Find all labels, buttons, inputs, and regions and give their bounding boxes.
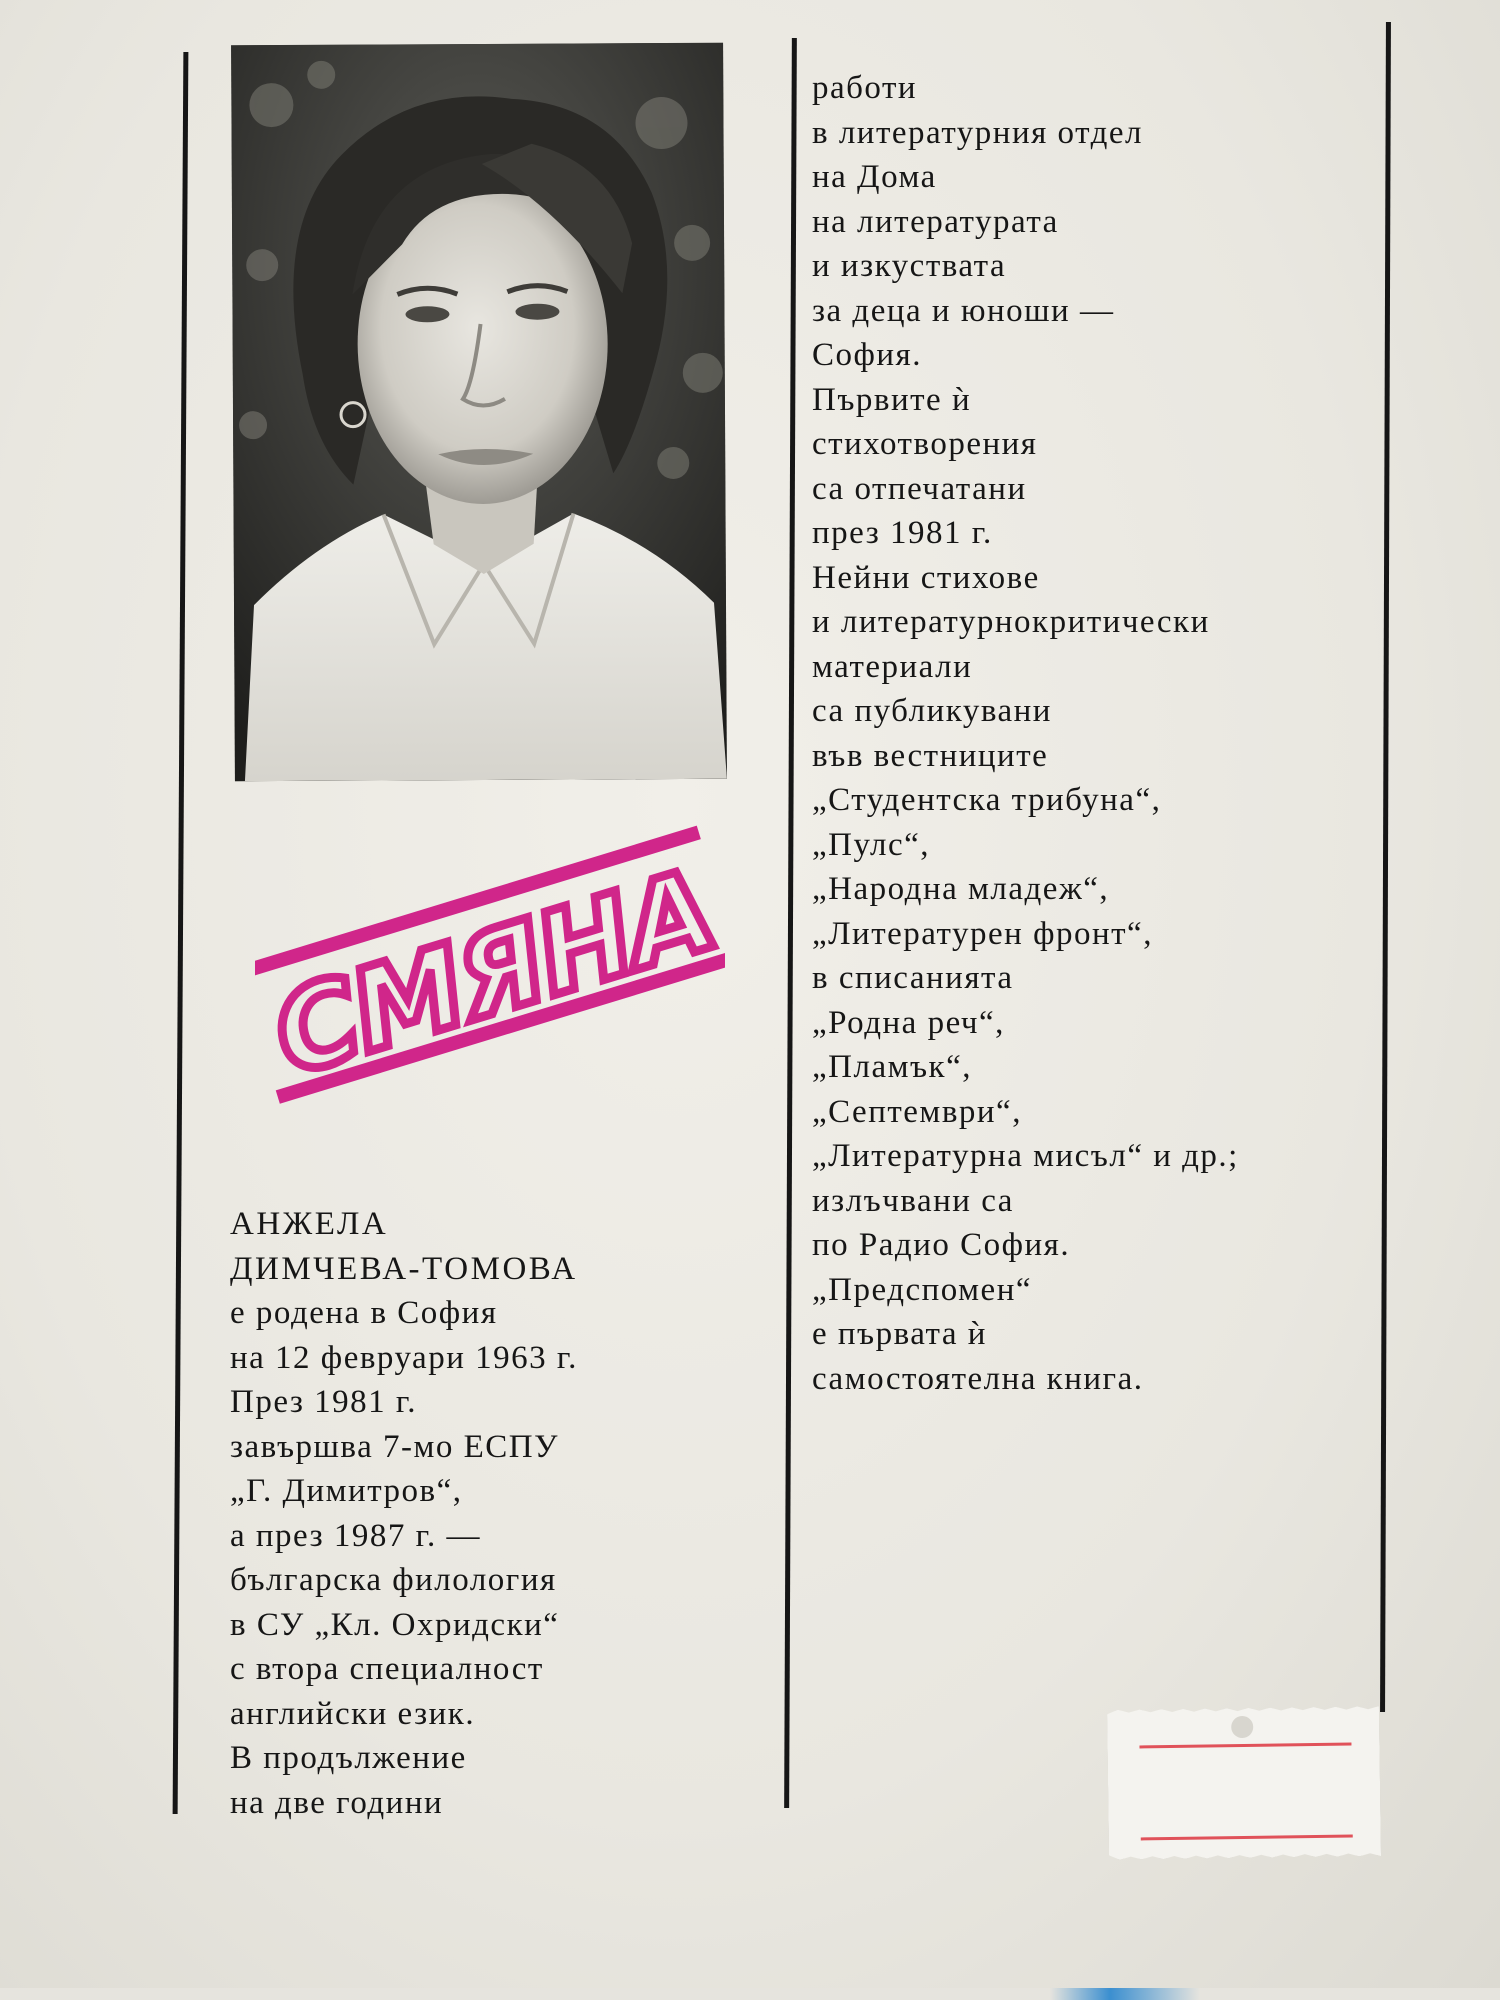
smyana-logo	[255, 800, 725, 1120]
bio-line: и изкуствата	[812, 248, 1007, 284]
author-photo	[231, 43, 727, 782]
bio-line: на две години	[230, 1784, 444, 1821]
bio-line: излъчвани са	[812, 1182, 1014, 1219]
bio-line: „Г. Димитров“,	[230, 1473, 463, 1509]
bio-line: по Радио София.	[812, 1227, 1071, 1263]
bio-line: е родена в София	[230, 1295, 498, 1331]
bio-left-column	[230, 1202, 578, 1825]
bio-line: през 1981 г.	[812, 515, 993, 551]
bio-line: в СУ „Кл. Охридски“	[230, 1606, 560, 1643]
price-sticker	[1107, 1706, 1381, 1860]
bio-line: и литературнокритически	[812, 604, 1210, 640]
author-last-name: ДИМЧЕВА-ТОМОВА	[230, 1250, 578, 1287]
bio-line: „Пламък“,	[812, 1049, 972, 1085]
bio-line: са отпечатани	[812, 470, 1027, 507]
bio-line: През 1981 г.	[230, 1384, 417, 1420]
bio-line: в литературния отдел	[812, 114, 1144, 151]
bio-line: на Дома	[812, 159, 937, 195]
bio-right-column	[812, 66, 1239, 1401]
bio-line: „Септември“,	[812, 1093, 1022, 1130]
bio-line: на 12 февруари 1963 г.	[230, 1339, 578, 1376]
bio-line: за деца и юноши —	[812, 292, 1115, 329]
bio-line: в списанията	[812, 960, 1014, 996]
bio-line: е първата ѝ	[812, 1316, 987, 1352]
bio-line: завършва 7-мо ЕСПУ	[230, 1428, 559, 1465]
bio-line: във вестниците	[812, 737, 1049, 774]
bottom-edge	[0, 1988, 1500, 2000]
bio-line: „Студентска трибуна“,	[812, 782, 1162, 818]
author-first-name: АНЖЕЛА	[230, 1206, 389, 1242]
bio-line: английски език.	[230, 1695, 476, 1732]
bio-line: „Народна младеж“,	[812, 871, 1110, 907]
smyana-logo-text: СМЯНА	[259, 845, 725, 1102]
bio-line: „Предспомен“	[812, 1271, 1032, 1308]
bio-line: материали	[812, 648, 973, 685]
bio-line: самостоятелна книга.	[812, 1360, 1144, 1397]
bio-line: „Пулс“,	[812, 826, 931, 863]
bio-line: са публикувани	[812, 693, 1052, 729]
sticker-stripe-top	[1139, 1742, 1351, 1748]
bio-line: на литературата	[812, 203, 1059, 240]
bio-line: стихотворения	[812, 426, 1038, 462]
bio-line: „Литературен фронт“,	[812, 915, 1153, 952]
bio-line: В продължение	[230, 1740, 467, 1776]
bio-line: с втора специалност	[230, 1651, 544, 1687]
bio-line: София.	[812, 337, 922, 373]
bio-line: работи	[812, 70, 918, 106]
bio-line: Нейни стихове	[812, 559, 1040, 596]
bio-line: „Родна реч“,	[812, 1004, 1005, 1041]
bio-line: „Литературна мисъл“ и др.;	[812, 1138, 1239, 1174]
sticker-stripe-bottom	[1141, 1834, 1353, 1840]
bio-line: Първите ѝ	[812, 381, 972, 418]
sticker-hole	[1231, 1716, 1253, 1738]
bio-line: българска филология	[230, 1562, 557, 1598]
bio-line: а през 1987 г. —	[230, 1517, 481, 1554]
